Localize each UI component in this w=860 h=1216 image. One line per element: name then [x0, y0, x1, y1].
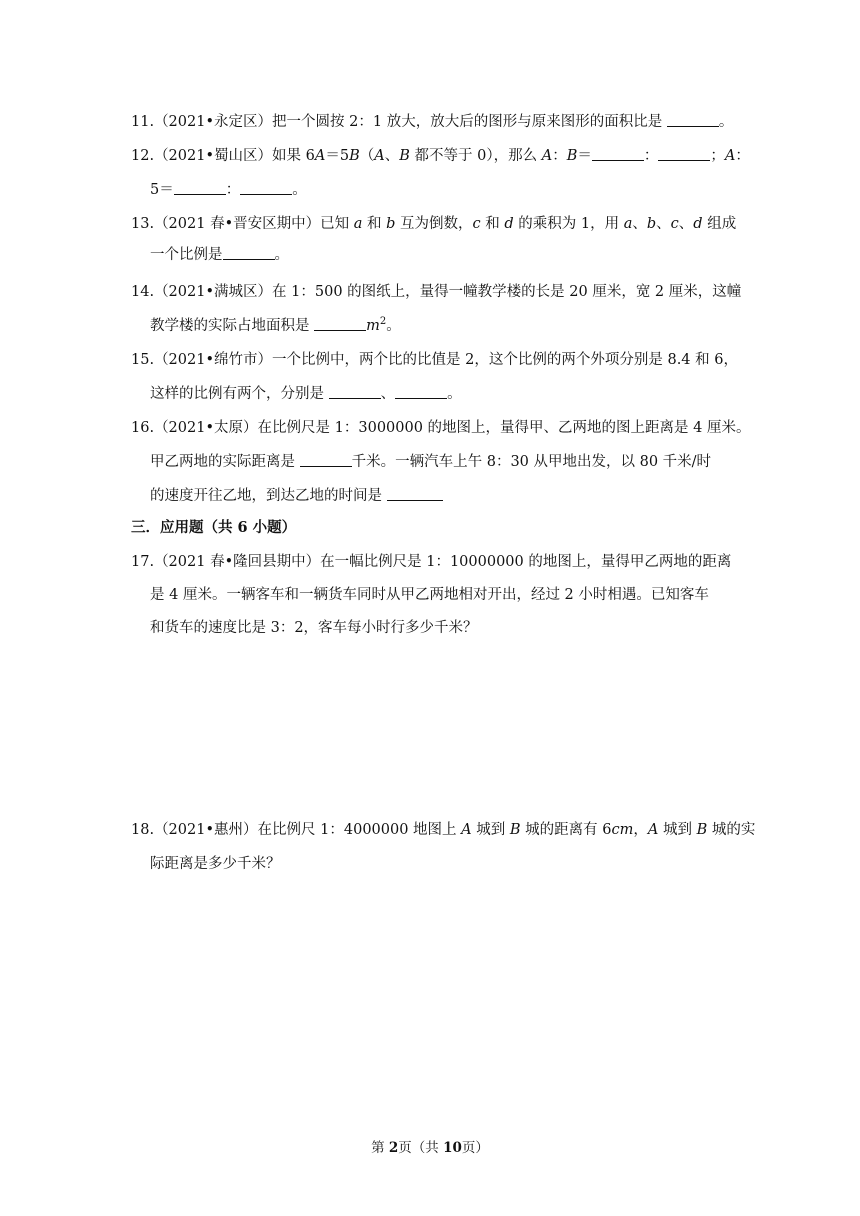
- answer-blank[interactable]: [240, 180, 292, 195]
- question-17: 17.（2021 春•隆回县期中）在一幅比例尺是 1：10000000 的地图上，量得甲乙两地的距离: [131, 554, 732, 570]
- question-15-line-2: 这样的比例有两个，分别是 、 。: [150, 386, 462, 402]
- question-18: 18.（2021•惠州）在比例尺 1：4000000 地图上 A 城到 B 城的距离有 6cm，A 城到 B 城的实: [131, 822, 756, 838]
- page-total: 10: [443, 1140, 462, 1156]
- answer-blank[interactable]: [592, 146, 644, 161]
- question-number: 14.: [131, 284, 155, 300]
- question-17-line-3: 和货车的速度比是 3：2，客车每小时行多少千米？: [150, 620, 478, 636]
- question-number: 15.: [131, 352, 155, 368]
- question-number: 12.: [131, 148, 155, 164]
- answer-blank[interactable]: [387, 486, 443, 501]
- question-15: 15.（2021•绵竹市）一个比例中，两个比的比值是 2，这个比例的两个外项分别是 8.4 和 6，: [131, 352, 738, 368]
- question-number: 16.: [131, 420, 155, 436]
- question-17-line-2: 是 4 厘米。一辆客车和一辆货车同时从甲乙两地相对开出，经过 2 小时相遇。已知客车: [150, 587, 709, 603]
- question-number: 13.: [131, 216, 155, 232]
- page-number: 2: [388, 1140, 399, 1156]
- question-source: （2021•太原）: [154, 420, 258, 436]
- answer-blank[interactable]: [658, 146, 710, 161]
- question-13-line-2: 一个比例是 。: [150, 247, 289, 263]
- question-12: 12.（2021•蜀山区）如果 6A＝5B（A、B 都不等于 0），那么 A：B＝ ： ；A：: [131, 148, 750, 164]
- answer-blank[interactable]: [174, 180, 226, 195]
- page-footer: 第 2页（共 10页）: [371, 1140, 489, 1156]
- answer-blank[interactable]: [329, 384, 381, 399]
- question-14: 14.（2021•满城区）在 1：500 的图纸上，量得一幢教学楼的长是 20 厘米，宽 2 厘米，这幢: [131, 284, 742, 300]
- question-source: （2021•蜀山区）: [154, 148, 273, 164]
- question-16-line-2: 甲乙两地的实际距离是 千米。一辆汽车上午 8：30 从甲地出发，以 80 千米/时: [150, 454, 712, 470]
- question-source: （2021•永定区）: [154, 114, 273, 130]
- question-number: 18.: [131, 822, 155, 838]
- question-18-line-2: 际距离是多少千米？: [150, 856, 281, 872]
- answer-blank[interactable]: [223, 245, 275, 260]
- answer-blank[interactable]: [395, 384, 447, 399]
- question-source: （2021•满城区）: [154, 284, 273, 300]
- answer-blank[interactable]: [314, 316, 366, 331]
- question-source: （2021•绵竹市）: [154, 352, 273, 368]
- section-heading: 三．应用题（共 6 小题）: [131, 519, 297, 536]
- answer-blank[interactable]: [300, 452, 352, 467]
- question-16-line-3: 的速度开往乙地，到达乙地的时间是: [150, 486, 443, 506]
- question-11: 11.（2021•永定区）把一个圆按 2：1 放大，放大后的图形与原来图形的面积比是 。: [131, 114, 734, 130]
- question-14-line-2: 教学楼的实际占地面积是 $m^2$。: [150, 316, 401, 334]
- question-number: 11.: [131, 114, 155, 130]
- question-source: （2021 春•晋安区期中）: [154, 216, 321, 232]
- question-13: 13.（2021 春•晋安区期中）已知 a 和 b 互为倒数，c 和 d 的乘积为 1，用 a、b、c、d 组成: [131, 216, 737, 232]
- question-16: 16.（2021•太原）在比例尺是 1：3000000 的地图上，量得甲、乙两地的图上距离是 4 厘米。: [131, 420, 751, 436]
- question-source: （2021•惠州）: [154, 822, 258, 838]
- answer-blank[interactable]: [667, 112, 719, 127]
- question-12-line-2: 5＝ ： 。: [150, 182, 307, 198]
- question-source: （2021 春•隆回县期中）: [154, 554, 321, 570]
- question-number: 17.: [131, 554, 155, 570]
